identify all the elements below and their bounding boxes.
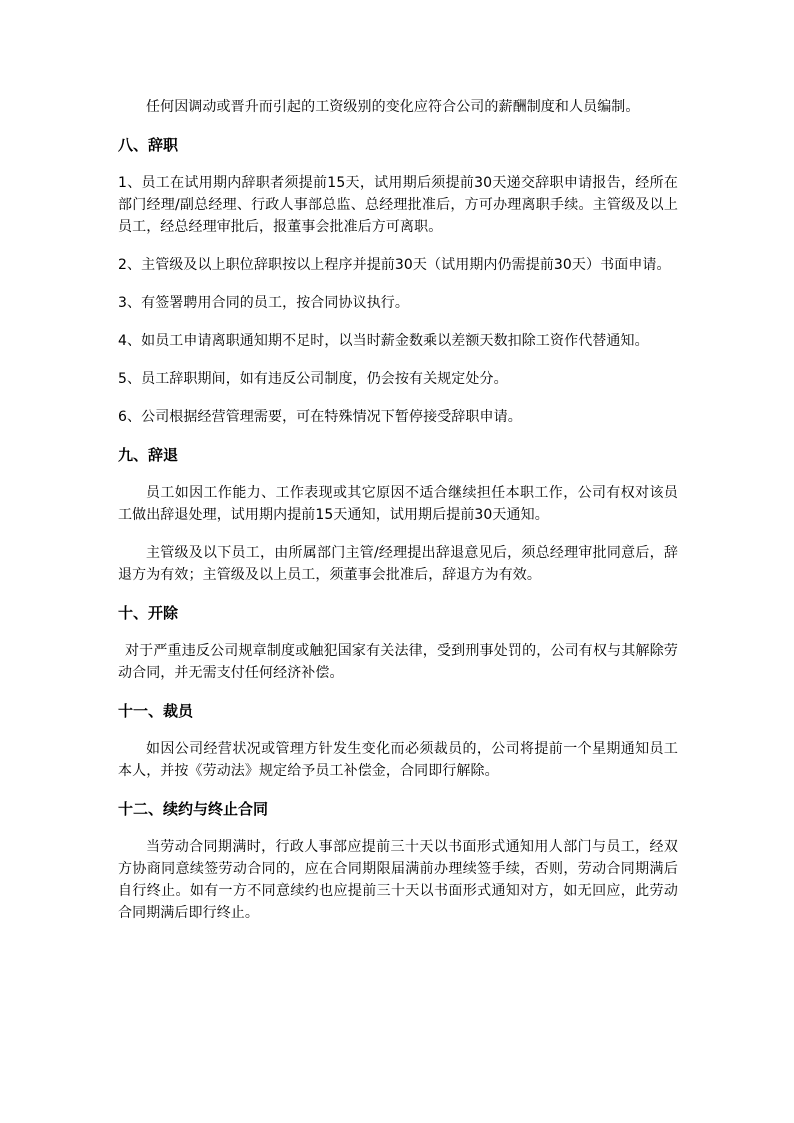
section-heading-layoff: 十一、裁员 [118,702,194,720]
paragraph-resignation-5: 5、员工辞职期间，如有违反公司制度，仍会按有关规定处分。 [118,371,508,387]
paragraph-resignation-6: 6、公司根据经营管理需要，可在特殊情况下暂停接受辞职申请。 [118,409,522,425]
paragraph-dismissal-2: 主管级及以下员工，由所属部门主管/经理提出辞退意见后，须总经理审批同意后，辞退方为有效；主管级及以上员工，须董事会批准后，辞退方为有效。 [118,545,678,583]
section-heading-contract-renewal: 十二、续约与终止合同 [118,800,269,818]
paragraph-layoff: 如因公司经营状况或管理方针发生变化而必须裁员的，公司将提前一个星期通知员工本人，并按《劳动法》规定给予员工补偿金，合同即行解除。 [118,741,678,779]
section-heading-expulsion: 十、开除 [118,604,179,622]
paragraph-dismissal-1: 员工如因工作能力、工作表现或其它原因不适合继续担任本职工作，公司有权对该员工做出辞退处理，试用期内提前15天通知，试用期后提前30天通知。 [118,485,678,523]
paragraph-resignation-4: 4、如员工申请离职通知期不足时，以当时薪金数乘以差额天数扣除工资作代替通知。 [118,333,649,349]
paragraph-contract-renewal: 当劳动合同期满时，行政人事部应提前三十天以书面形式通知用人部门与员工，经双方协商同意续签劳动合同的，应在合同期限届满前办理续签手续，否则，劳动合同期满后自行终止。如有一方不同意续约也应提前三十天以书面形式通知对方，如无回应，此劳动合同期满后即行终止。 [118,839,678,921]
paragraph-resignation-2: 2、主管级及以上职位辞职按以上程序并提前30天（试用期内仍需提前30天）书面申请。 [118,257,671,273]
section-heading-dismissal: 九、辞退 [118,446,179,464]
document-page [118,96,678,940]
paragraph-resignation-3: 3、有签署聘用合同的员工，按合同协议执行。 [118,295,410,311]
section-heading-resignation: 八、辞职 [118,136,179,154]
paragraph-salary-change: 任何因调动或晋升而引起的工资级别的变化应符合公司的薪酬制度和人员编制。 [146,99,640,115]
paragraph-resignation-1: 1、员工在试用期内辞职者须提前15天，试用期后须提前30天递交辞职申请报告，经所在部门经理/副总经理、行政人事部总监、总经理批准后，方可办理离职手续。主管级及以上员工，经总经理审批后，报董事会批准后方可离职。 [118,175,678,235]
paragraph-expulsion: 对于严重违反公司规章制度或触犯国家有关法律，受到刑事处罚的，公司有权与其解除劳动合同，并无需支付任何经济补偿。 [118,643,678,681]
